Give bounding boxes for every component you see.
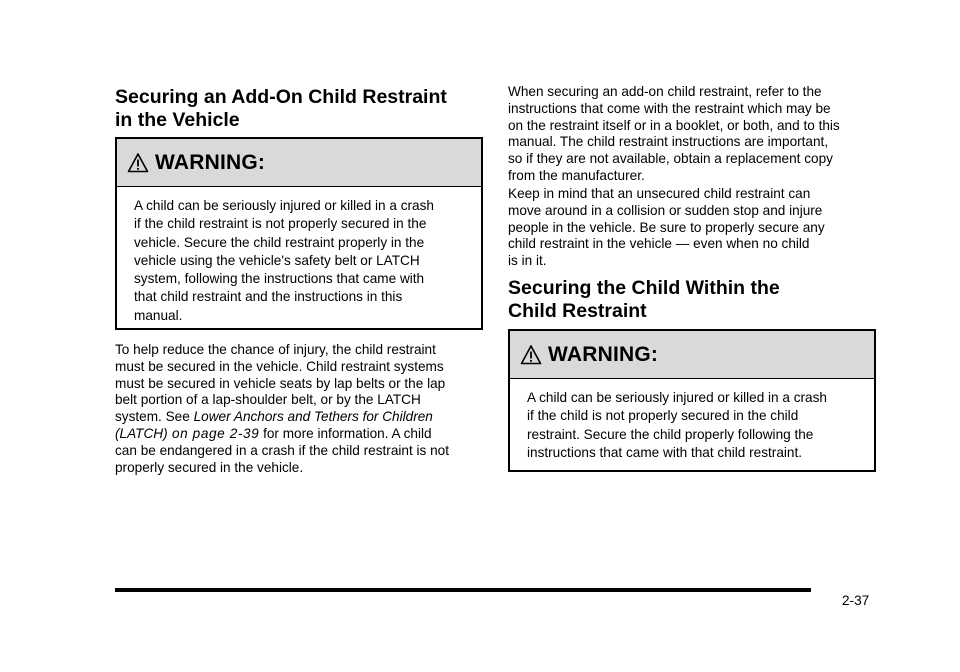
paragraph-line: from the manufacturer. (508, 167, 645, 183)
warning-body (510, 379, 874, 462)
paragraph-line: Keep in mind that an unsecured child restraint can (508, 186, 811, 201)
paragraph-text: system. See (115, 409, 194, 425)
warning-label: WARNING: (548, 342, 659, 366)
warning-label: WARNING: (155, 150, 266, 174)
paragraph-line: belt portion of a lap-shoulder belt, or by the LATCH (115, 392, 421, 408)
title-line: Securing the Child Within the (508, 277, 780, 299)
paragraph-line: must be secured in vehicle seats by lap belts or the lap (115, 375, 446, 391)
paragraph-line: move around in a collision or sudden stop and injure (508, 202, 823, 218)
cross-reference-link[interactable]: Lower Anchors and Tethers for Children (193, 409, 433, 425)
page-number: 2-37 (842, 593, 870, 608)
warning-box (115, 137, 483, 330)
paragraph-line: properly secured in the vehicle. (115, 459, 304, 475)
section-title-add-on-restraint (115, 86, 481, 132)
warning-line: that child restraint and the instructions in this (134, 289, 403, 305)
paragraph-line: people in the vehicle. Be sure to properly secure any (508, 219, 825, 235)
paragraph-line: When securing an add-on child restraint, refer to the (508, 84, 822, 99)
paragraph-line: on the restraint itself or in a booklet, or both, and to this (508, 117, 840, 133)
footer-rule (115, 588, 811, 592)
warning-body (117, 187, 481, 325)
paragraph-line: manual. The child restraint instructions are important, (508, 134, 829, 150)
restraint-paragraph (115, 342, 481, 476)
warning-line: instructions that came with that child restraint. (527, 444, 803, 460)
paragraph-line: is in it. (508, 253, 547, 269)
paragraph-line: instructions that come with the restraint which may be (508, 100, 831, 116)
paragraph-line: To help reduce the chance of injury, the child restraint (115, 342, 436, 357)
warning-line: system, following the instructions that came with (134, 271, 425, 287)
paragraph-line: must be secured in the vehicle. Child restraint systems (115, 358, 444, 374)
warning-line: vehicle. Secure the child restraint properly in the (134, 234, 425, 250)
paragraph-text: for more information. A child (259, 425, 432, 441)
section-title-securing-child (508, 277, 874, 323)
warning-line: manual. (134, 307, 183, 323)
title-line: Child Restraint (508, 300, 647, 322)
warning-header (510, 331, 874, 379)
warning-line: A child can be seriously injured or killed in a crash (527, 390, 827, 405)
warning-line: vehicle using the vehicle's safety belt or LATCH (134, 252, 420, 268)
warning-line: restraint. Secure the child properly following the (527, 426, 814, 442)
paragraph-line: child restraint in the vehicle — even when no child (508, 236, 810, 252)
instructions-paragraph (508, 84, 874, 185)
warning-header (117, 139, 481, 187)
title-line: Securing an Add-On Child Restraint (115, 86, 447, 108)
warning-triangle-icon (520, 344, 542, 366)
warning-line: A child can be seriously injured or killed in a crash (134, 198, 434, 213)
paragraph-line (115, 426, 481, 443)
warning-box (508, 329, 876, 472)
warning-line: if the child restraint is not properly secured in the (134, 216, 427, 232)
warning-triangle-icon (127, 152, 149, 174)
warning-line: if the child is not properly secured in the child (527, 408, 799, 424)
paragraph-line (115, 409, 481, 426)
cross-reference-link[interactable]: (LATCH) (115, 425, 168, 441)
unsecured-restraint-paragraph (508, 186, 874, 270)
paragraph-line: so if they are not available, obtain a replacement copy (508, 151, 833, 167)
paragraph-line: can be endangered in a crash if the child restraint is not (115, 442, 450, 458)
page-reference-link[interactable]: on page 2-39 (167, 425, 260, 441)
title-line: in the Vehicle (115, 109, 240, 131)
